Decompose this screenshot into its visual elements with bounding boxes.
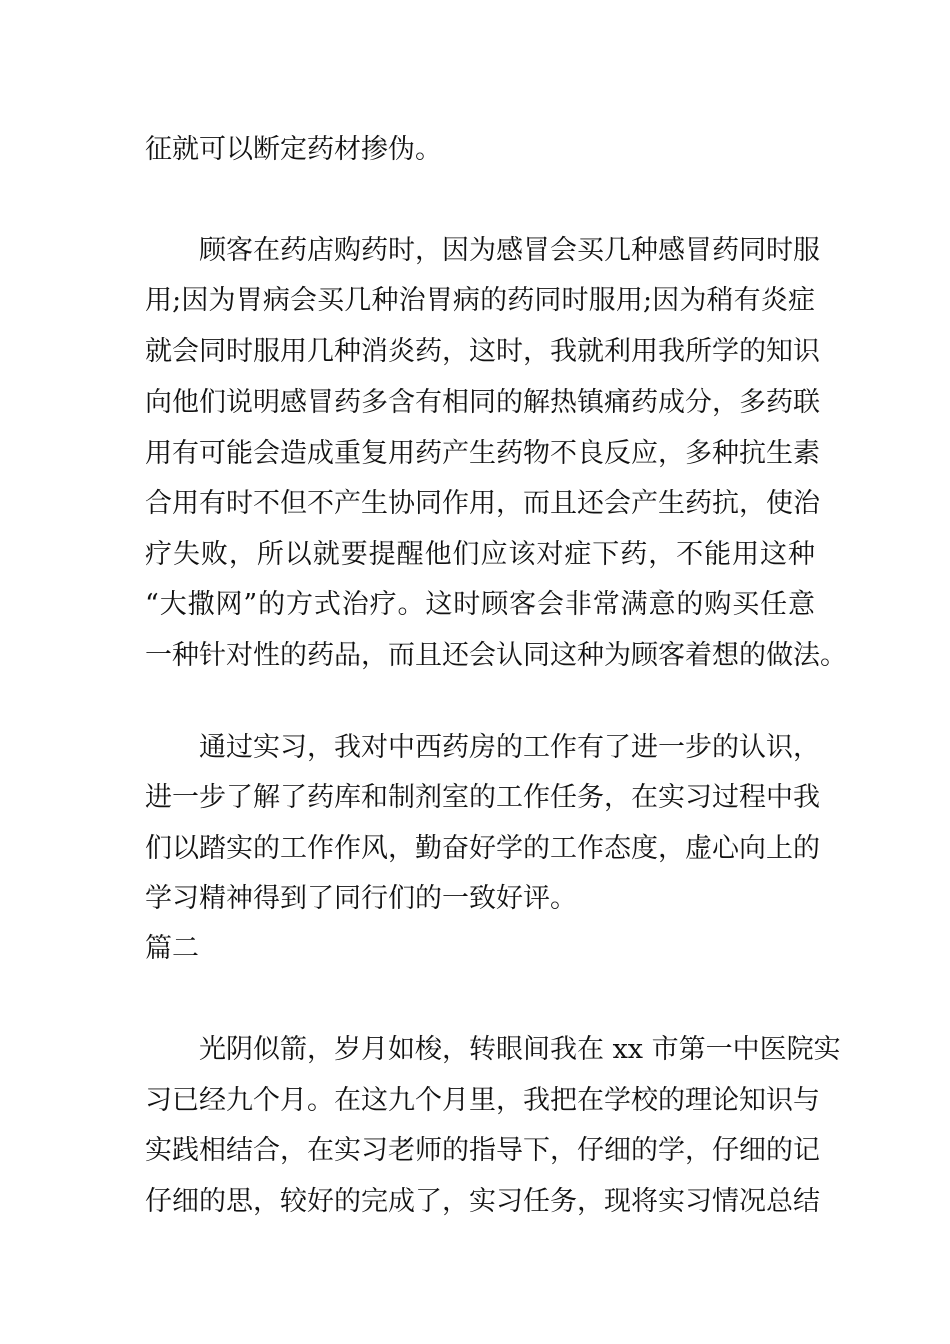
paragraph-line: 光阴似箭，岁月如梭，转眼间我在 xx 市第一中医院实 <box>199 1034 841 1065</box>
paragraph-line: 用;因为胃病会买几种治胃病的药同时服用;因为稍有炎症 <box>145 285 815 316</box>
paragraph-line: 习已经九个月。在这九个月里，我把在学校的理论知识与 <box>145 1085 820 1116</box>
paragraph-line: 合用有时不但不产生协同作用，而且还会产生药抗，使治 <box>145 488 820 519</box>
paragraph-line: “大撒网”的方式治疗。这时顾客会非常满意的购买任意 <box>145 589 815 620</box>
paragraph-line: 学习精神得到了同行们的一致好评。 <box>145 883 577 914</box>
paragraph-line: 疗失败，所以就要提醒他们应该对症下药，不能用这种 <box>145 539 815 570</box>
paragraph-line: 一种针对性的药品，而且还会认同这种为顾客着想的做法。 <box>145 640 847 671</box>
section-heading: 篇二 <box>145 933 199 964</box>
paragraph-line: 进一步了解了药库和制剂室的工作任务，在实习过程中我 <box>145 782 820 813</box>
paragraph-line: 就会同时服用几种消炎药，这时，我就利用我所学的知识 <box>145 336 820 367</box>
paragraph-line: 仔细的思，较好的完成了，实习任务，现将实习情况总结 <box>145 1186 820 1217</box>
paragraph-line: 向他们说明感冒药多含有相同的解热镇痛药成分，多药联 <box>145 387 820 418</box>
paragraph-line: 们以踏实的工作作风，勤奋好学的工作态度，虚心向上的 <box>145 833 820 864</box>
paragraph-line: 实践相结合，在实习老师的指导下，仔细的学，仔细的记 <box>145 1135 820 1166</box>
paragraph-line: 通过实习，我对中西药房的工作有了进一步的认识， <box>199 732 820 763</box>
paragraph-line: 顾客在药店购药时，因为感冒会买几种感冒药同时服 <box>199 235 820 266</box>
paragraph-line: 征就可以断定药材掺伪。 <box>145 134 442 165</box>
paragraph-line: 用有可能会造成重复用药产生药物不良反应，多种抗生素 <box>145 438 820 469</box>
